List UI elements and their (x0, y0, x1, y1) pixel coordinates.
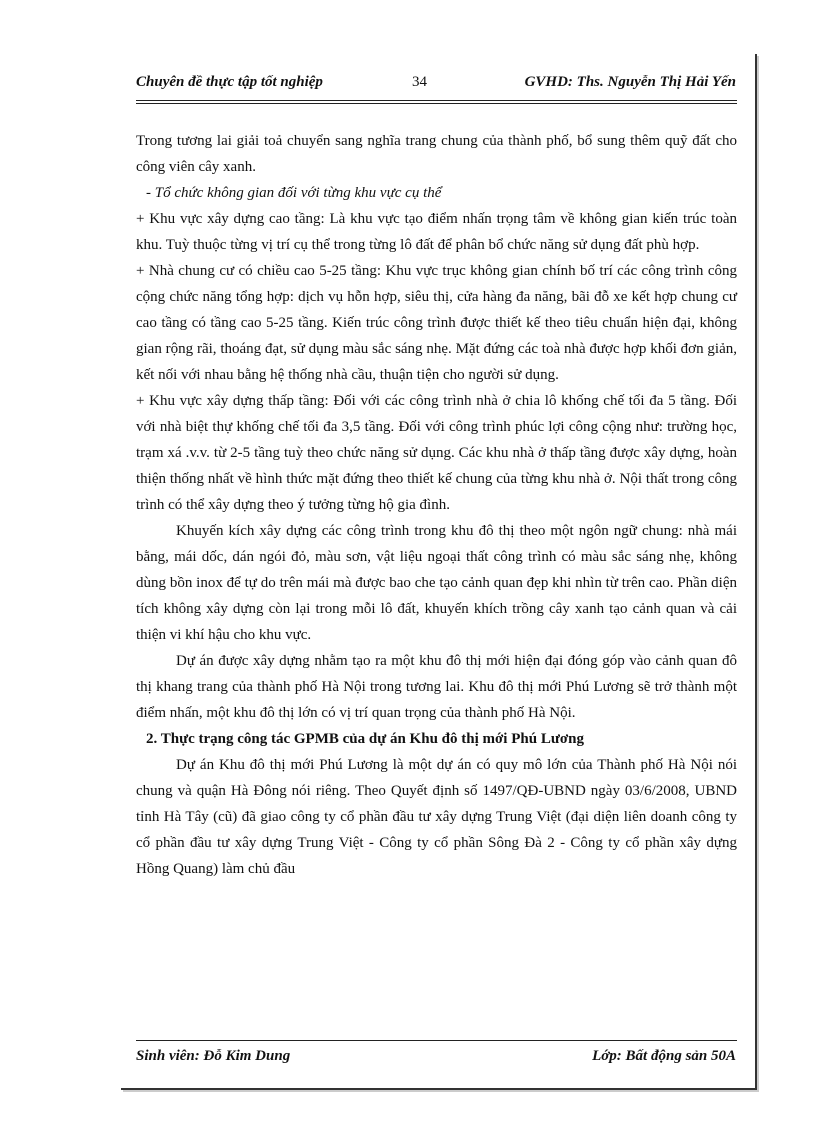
paragraph: + Nhà chung cư có chiều cao 5-25 tầng: Khu vực trục không gian chính bố trí các công trình công cộng chức năng tổng hợp: dịch vụ hỗn hợp, siêu thị, cửa hàng đa năng, bãi đỗ xe kết hợp chung cư cao tầng có tầng cao 5-25 tầng. Kiến trúc công trình được thiết kế theo tiêu chuẩn hiện đại, không gian rộng rãi, thoáng đạt, sử dụng màu sắc sáng nhẹ. Mặt đứng các toà nhà được hợp khối đơn giản, kết nối với nhau bằng hệ thống nhà cầu, thuận tiện cho người sử dụng. (136, 263, 737, 383)
paragraph: + Khu vực xây dựng cao tầng: Là khu vực tạo điểm nhấn trọng tâm về không gian kiến trúc toàn khu. Tuỳ thuộc từng vị trí cụ thể trong từng lô đất để phân bổ chức năng sử dụng đất phù hợp. (136, 211, 737, 253)
page-header (136, 74, 736, 98)
paragraph: Khuyến kích xây dựng các công trình trong khu đô thị theo một ngôn ngữ chung: nhà mái bằng, mái dốc, dán ngói đỏ, màu sơn, vật liệu ngoại thất công trình có màu sắc sáng nhẹ, không dùng bồn inox để tự do trên mái mà được bao che tạo cảnh quan đẹp khi nhìn từ trên cao. Phần diện tích không xây dựng còn lại trong mỗi lô đất, khuyến khích trồng cây xanh tạo cảnh quan và cải thiện vi khí hậu cho khu vực. (136, 523, 737, 643)
header-rule-2 (136, 103, 737, 104)
page-number: 34 (412, 74, 427, 90)
section-heading: 2. Thực trạng công tác GPMB của dự án Khu đô thị mới Phú Lương (146, 731, 584, 747)
page-footer (136, 1048, 736, 1072)
document-body (136, 128, 737, 882)
header-title: Chuyên đề thực tập tốt nghiệp (136, 74, 323, 90)
paragraph: Dự án được xây dựng nhằm tạo ra một khu đô thị mới hiện đại đóng góp vào cảnh quan đô thị khang trang của thành phố Hà Nội trong tương lai. Khu đô thị mới Phú Lương sẽ trở thành một điểm nhấn, một khu đô thị lớn có vị trí quan trọng của thành phố Hà Nội. (136, 653, 737, 721)
header-advisor: GVHD: Ths. Nguyễn Thị Hải Yến (524, 74, 736, 90)
paragraph: + Khu vực xây dựng thấp tầng: Đối với các công trình nhà ở chia lô khống chế tối đa 5 tầng. Đối với nhà biệt thự khống chế tối đa 3,5 tầng. Đối với công trình phúc lợi công cộng như: trường học, trạm xá .v.v. từ 2-5 tầng tuỳ theo chức năng sử dụng. Các khu nhà ở thấp tầng được xây dựng, hoàn thiện thống nhất về hình thức mặt đứng theo thiết kế chung của từng khu nhà ở. Nội thất trong công trình có thể xây dựng theo ý tưởng từng hộ gia đình. (136, 393, 737, 513)
subheading: - Tổ chức không gian đối với từng khu vực cụ thể (146, 185, 442, 201)
paragraph: Trong tương lai giải toả chuyển sang nghĩa trang chung của thành phố, bổ sung thêm quỹ đất cho công viên cây xanh. (136, 133, 737, 175)
paragraph: Dự án Khu đô thị mới Phú Lương là một dự án có quy mô lớn của Thành phố Hà Nội nói chung và quận Hà Đông nói riêng. Theo Quyết định số 1497/QĐ-UBND ngày 03/6/2008, UBND tỉnh Hà Tây (cũ) đã giao công ty cổ phần đầu tư xây dựng Trung Việt (đại diện liên doanh công ty cổ phần đầu tư xây dựng Trung Việt - Công ty cổ phần Sông Đà 2 - Công ty cổ phần xây dựng Hồng Quang) làm chủ đầu (136, 757, 737, 877)
header-rule (136, 100, 737, 101)
footer-class: Lớp: Bất động sản 50A (592, 1048, 736, 1064)
footer-student: Sinh viên: Đỗ Kim Dung (136, 1048, 291, 1064)
footer-rule (136, 1040, 737, 1041)
